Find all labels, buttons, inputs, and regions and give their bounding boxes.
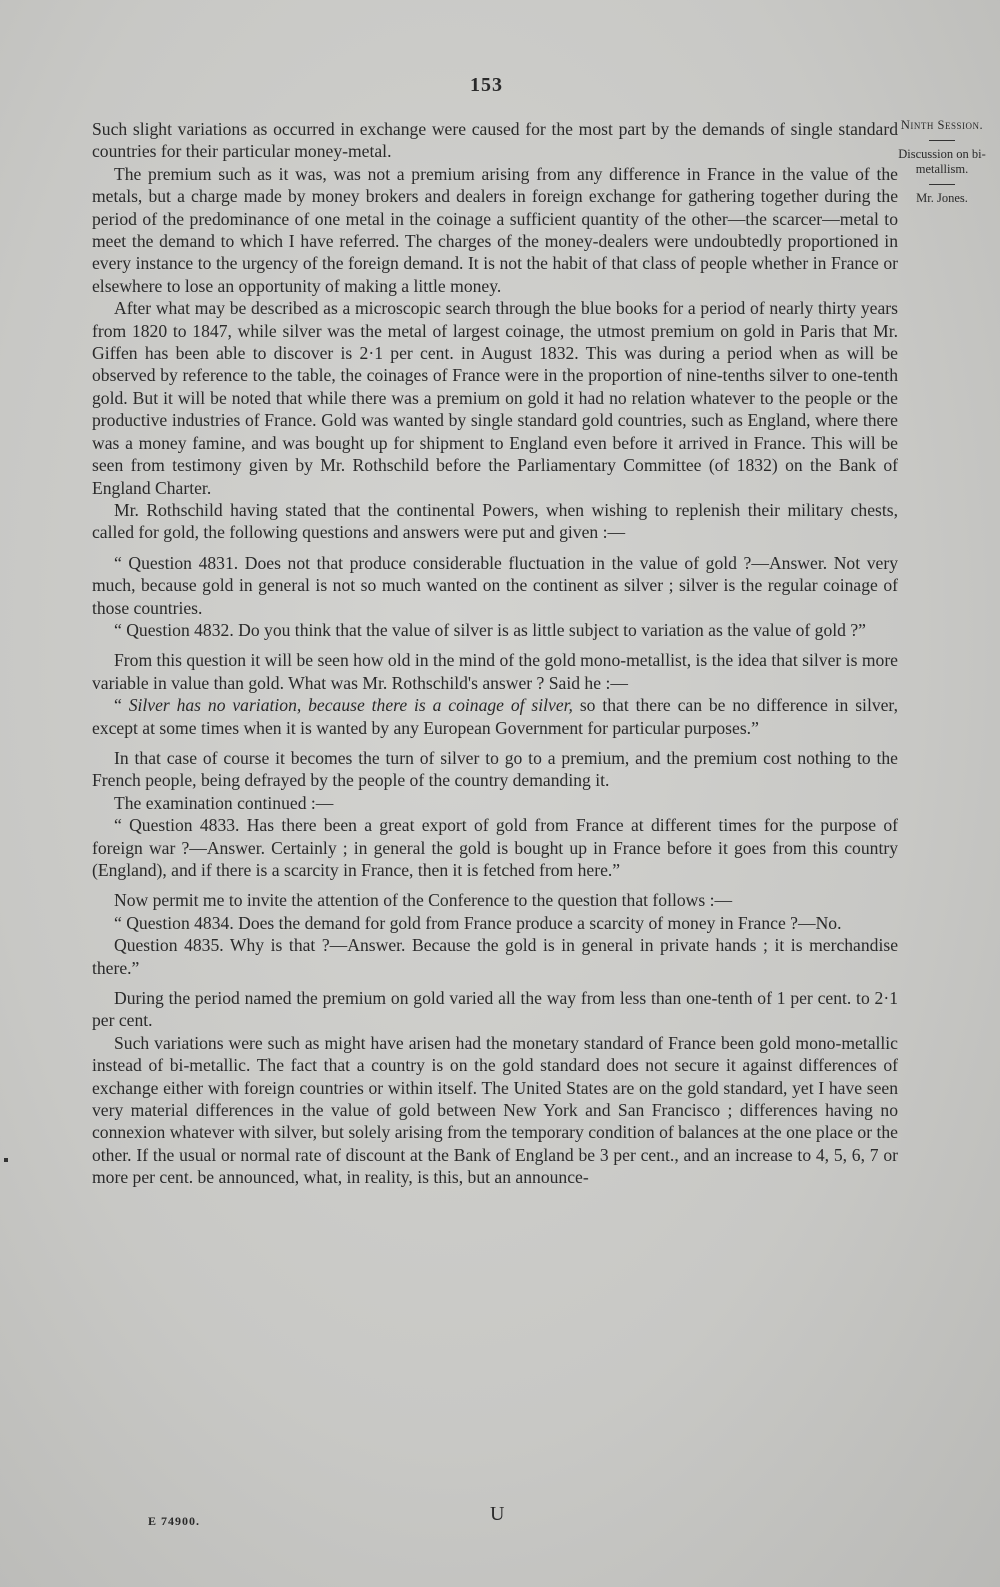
margin-mark — [4, 1158, 8, 1162]
paragraph: In that case of course it becomes the turn of silver to go to a premium, and the premium cost nothing to the French people, being defrayed by the people of the country demanding it. — [92, 747, 898, 791]
paragraph: Such variations were such as might have arisen had the monetary standard of France been gold mono-metallic instead of bi-metallic. The fact that a country is on the gold standard does not secure it against differences of exchange either with foreign countries or within itself. The United States are on the gold standard, yet I have seen very material differences in the value of gold between New York and San Francisco ; differences having no connexion whatever with silver, but solely arising from the temporary condition of balances at the one place or the other. If the usual or normal rate of discount at the Bank of England be 3 per cent., and an increase to 4, 5, 6, 7 or more per cent. be announced, what, in reality, is this, but an announce- — [92, 1032, 898, 1188]
quote-question-4834: “ Question 4834. Does the demand for gold from France produce a scarcity of money in France ?—No. — [114, 912, 842, 933]
quote-question-4831: “ Question 4831. Does not that produce considerable fluctuation in the value of gold ?—Answer. Not very much, because gold in general is not so much wanted on the continent as silver ; silver is the regular coinage of those countries. — [92, 552, 898, 618]
paragraph: The premium such as it was, was not a premium arising from any difference in France in the value of the metals, but a charge made by money brokers and dealers in foreign exchange for gathering together during the period of the predominance of one metal in the coinage a sufficient quantity of the other—the scarcer—metal to meet the demand to which I have referred. The charges of the money-dealers were undoubtedly proportioned in every instance to the urgency of the foreign demand. It is not the habit of that class of people whether in France or elsewhere to lose an opportunity of making a little money. — [92, 163, 898, 296]
margin-notes — [896, 118, 988, 212]
quote-question-4835: Question 4835. Why is that ?—Answer. Because the gold is in general in private hands ; it is merchandise there.” — [92, 935, 898, 978]
quote-rothschild-answer — [92, 694, 898, 739]
footer-signature-mark: U — [490, 1503, 505, 1525]
quote-rest-text: so that there can be no difference in silver, except at some times when it is wanted by any European Government for particular purposes.” — [92, 695, 898, 738]
body-text — [92, 118, 898, 1189]
margin-divider — [929, 184, 955, 185]
page-number: 153 — [470, 74, 503, 96]
quote-question-4832: “ Question 4832. Do you think that the value of silver is as little subject to variation as the value of gold ?” — [114, 619, 866, 640]
paragraph: Now permit me to invite the attention of the Conference to the question that follows :— — [114, 890, 733, 911]
paragraph: Such slight variations as occurred in exchange were caused for the most part by the demands of single standard countries for their particular money-metal. — [92, 119, 898, 162]
margin-note-topic: Discussion on bi-metallism. — [898, 146, 986, 176]
paragraph: The examination continued :— — [114, 792, 334, 813]
quote-question-4833: “ Question 4833. Has there been a great export of gold from France at different times for the purpose of foreign war ?—Answer. Certainly ; in general the gold is bought up in France before it goes from this country (England), and if there is a scarcity in France, then it is fetched from here.” — [92, 815, 898, 880]
paragraph: After what may be described as a microscopic search through the blue books for a period of nearly thirty years from 1820 to 1847, while silver was the metal of largest coinage, the utmost premium on gold in Paris that Mr. Giffen has been able to discover is 2·1 per cent. in August 1832. This was during a period when as will be observed by reference to the table, the coinages of France were in the proportion of nine-tenths silver to one-tenth gold. But it will be noted that while there was a premium on gold it had no relation whatever to the people or the productive industries of France. Gold was wanted by single standard gold countries, such as England, where there was a money famine, and was bought up for shipment to England even before it arrived in France. This will be seen from testimony given by Mr. Rothschild before the Parliamentary Committee (of 1832) on the Bank of England Charter. — [92, 298, 898, 498]
paragraph: Mr. Rothschild having stated that the continental Powers, when wishing to replenish their military chests, called for gold, the following questions and answers were put and given :— — [92, 499, 898, 543]
paragraph: During the period named the premium on gold varied all the way from less than one-tenth of 1 per cent. to 2·1 per cent. — [92, 988, 898, 1031]
footer-print-code: E 74900. — [148, 1514, 201, 1528]
paragraph: From this question it will be seen how old in the mind of the gold mono-metallist, is the idea that silver is more variable in value than gold. What was Mr. Rothschild's answer ? Said he :— — [92, 650, 898, 693]
quote-open-mark: “ — [114, 695, 129, 716]
margin-divider — [929, 140, 955, 141]
quote-italic-text: Silver has no variation, because there is a coinage of silver, — [128, 695, 573, 716]
margin-note-session: Ninth Session. — [900, 118, 984, 132]
margin-note-speaker: Mr. Jones. — [916, 190, 968, 205]
